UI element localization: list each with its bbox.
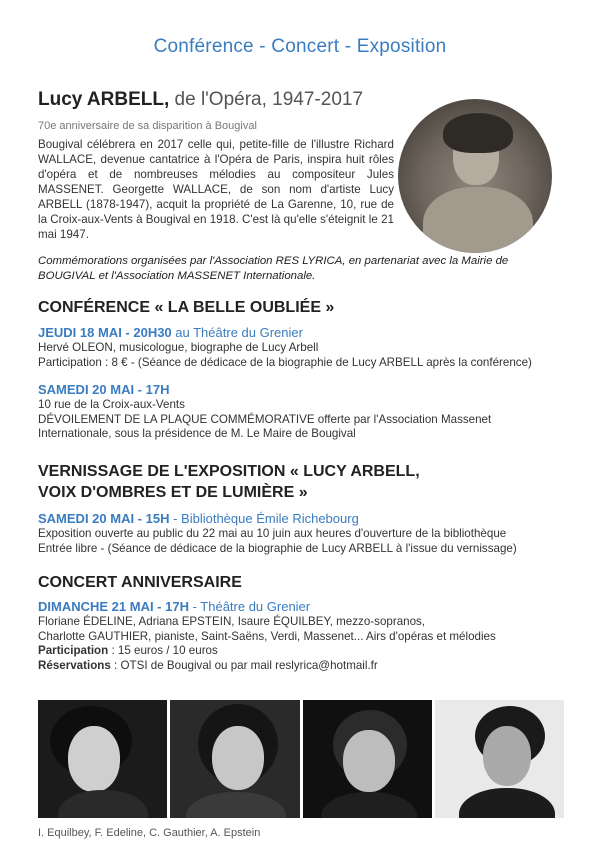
conference-title: CONFÉRENCE « LA BELLE OUBLIÉE » [38,299,335,316]
event-place: au Théâtre du Grenier [171,325,303,340]
intro-name-rest: de l'Opéra, 1947-2017 [169,89,364,110]
exposition-title-line-1: VERNISSAGE DE L'EXPOSITION « LUCY ARBELL, [38,463,420,480]
event-place: - Théâtre du Grenier [188,599,311,614]
photo-caption: I. Equilbey, F. Edeline, C. Gauthier, A. Epstein [38,827,261,839]
reservations-value: : OTSI de Bougival ou par mail reslyrica@hotmail.fr [110,658,378,672]
event-place: - Bibliothèque Émile Richebourg [169,511,359,526]
participation-label: Participation [38,644,109,657]
exposition-title [38,461,420,503]
event-line: Internationale, sous la présidence de M. Le Maire de Bougival [38,427,356,440]
concert-participation [38,644,568,659]
lucy-arbell-portrait [398,99,552,253]
bio-paragraph: Bougival célébrera en 2017 celle qui, petite-fille de l'illustre Richard WALLACE, devenue cantatrice à l'Opéra de Paris, inspira huit rôles d'opéra et de nombreuses mélodies au compositeur Jules MASSENET. Georgette WALLACE, de son nom d'artiste Lucy ARBELL (1878-1947), acquit la propriété de La Garenne, 10, rue de la Croix-aux-Vents à Bougival en 1918. C'est là qu'elle s'éteignit le 21 mai 1947. [38,138,394,241]
event-date: JEUDI 18 MAI - 20H30 [38,325,172,340]
event-line: Floriane ÉDELINE, Adriana EPSTEIN, Isaure ÉQUILBEY, mezzo-sopranos, [38,615,426,628]
event-date: SAMEDI 20 MAI - 17H [38,382,170,397]
intro-title [38,89,363,111]
reservations-label: Réservations [38,658,111,672]
event-date: DIMANCHE 21 MAI - 17H [38,599,189,614]
conference-event-2 [38,381,568,442]
event-line: Charlotte GAUTHIER, pianiste, Saint-Saëns, Verdi, Massenet... Airs d'opéras et mélodies [38,629,496,643]
artist-photos [38,700,564,818]
intro-bio [38,137,394,242]
photo-equilbey [38,700,167,818]
commemorations-note: Commémorations organisées par l'Association RES LYRICA, en partenariat avec la Mairie de BOUGIVAL et l'Association MASSENET Internationale. [38,255,509,282]
intro-subtitle: 70e anniversaire de sa disparition à Bougival [38,120,257,132]
event-line: Participation : 8 € - (Séance de dédicace de la biographie de Lucy ARBELL après la conférence) [38,355,532,369]
concert-reservations [38,659,568,674]
participation-value: : 15 euros / 10 euros [108,644,218,657]
intro-name: Lucy ARBELL, [38,89,170,110]
event-date: SAMEDI 20 MAI - 15H [38,511,170,526]
event-line: 10 rue de la Croix-aux-Vents [38,398,185,411]
photo-gauthier [303,700,432,818]
photo-edeline [170,700,299,818]
event-line: Exposition ouverte au public du 22 mai au 10 juin aux heures d'ouverture de la bibliothèque [38,527,507,540]
conference-event-1 [38,324,568,370]
page-header: Conférence - Concert - Exposition [153,36,447,57]
photo-epstein [435,700,564,818]
concert-event [38,598,568,673]
exposition-event [38,510,568,556]
concert-title: CONCERT ANNIVERSAIRE [38,574,242,591]
event-line: Entrée libre - (Séance de dédicace de la biographie de Lucy ARBELL à l'issue du vernissage) [38,541,517,555]
event-line: DÉVOILEMENT DE LA PLAQUE COMMÉMORATIVE offerte par l'Association Massenet [38,412,492,426]
exposition-title-line-2: VOIX D'OMBRES ET DE LUMIÈRE » [38,484,308,501]
event-line: Hervé OLEON, musicologue, biographe de Lucy Arbell [38,341,319,354]
